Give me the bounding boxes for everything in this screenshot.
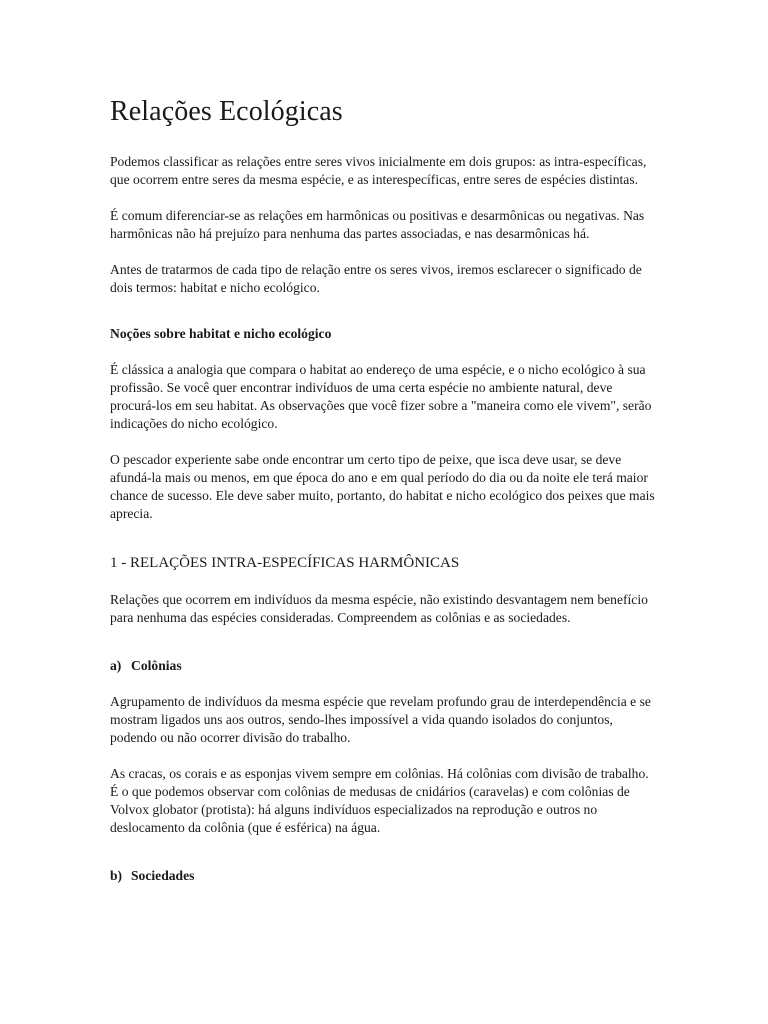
colonias-paragraph-1: Agrupamento de indivíduos da mesma espécie que revelam profundo grau de interdependência e se mostram ligados uns aos outros, sendo-lhes impossível a vida quando isolados do conjuntos, podendo ou não ocorrer divisão do trabalho.	[110, 694, 651, 745]
document-page	[110, 95, 655, 903]
intro-paragraph-2: É comum diferenciar-se as relações em harmônicas ou positivas e desarmônicas ou negativas. Nas harmônicas não há prejuízo para nenhuma das partes associadas, e nas desarmônicas há.	[110, 208, 645, 241]
colonias-heading	[110, 657, 655, 675]
colonias-marker: a)	[110, 658, 122, 673]
habitat-paragraph-1: É clássica a analogia que compara o habitat ao endereço de uma espécie, e o nicho ecológico à sua profissão. Se você quer encontrar indivíduos de uma certa espécie no ambiente natural, deve procurá-los em seu habitat. As observações que você fizer sobre a "maneira como ele vivem", serão indicações do nicho ecológico.	[110, 362, 652, 431]
intro-paragraph-3: Antes de tratarmos de cada tipo de relação entre os seres vivos, iremos esclarecer o significado de dois termos: habitat e nicho ecológico.	[110, 262, 642, 295]
colonias-heading-text: Colônias	[131, 658, 182, 673]
section-1-heading: 1 - RELAÇÕES INTRA-ESPECÍFICAS HARMÔNICAS	[110, 555, 460, 571]
sociedades-heading-text: Sociedades	[131, 868, 195, 883]
colonias-paragraph-2: As cracas, os corais e as esponjas vivem sempre em colônias. Há colônias com divisão de trabalho. É o que podemos observar com colônias de medusas de cnidários (caravelas) e com colônias de Volvox globator (protista): há alguns indivíduos especializados na reprodução e outros no deslocamento da colônia (que é esférica) na água.	[110, 766, 649, 835]
sociedades-heading	[110, 867, 655, 885]
habitat-paragraph-2: O pescador experiente sabe onde encontrar um certo tipo de peixe, que isca deve usar, se deve afundá-la mais ou menos, em que época do ano e em qual período do dia ou da noite ele terá maior chance de sucesso. Ele deve saber muito, portanto, do habitat e nicho ecológico dos peixes que mais aprecia.	[110, 452, 655, 521]
section-1-paragraph: Relações que ocorrem em indivíduos da mesma espécie, não existindo desvantagem nem benefício para nenhuma das espécies consideradas. Compreendem as colônias e as sociedades.	[110, 592, 648, 625]
habitat-heading: Noções sobre habitat e nicho ecológico	[110, 326, 332, 341]
intro-paragraph-1: Podemos classificar as relações entre seres vivos inicialmente em dois grupos: as intra-específicas, que ocorrem entre seres da mesma espécie, e as interespecíficas, entre seres de espécies distintas.	[110, 154, 647, 187]
sociedades-marker: b)	[110, 868, 123, 883]
document-title: Relações Ecológicas	[110, 96, 343, 127]
